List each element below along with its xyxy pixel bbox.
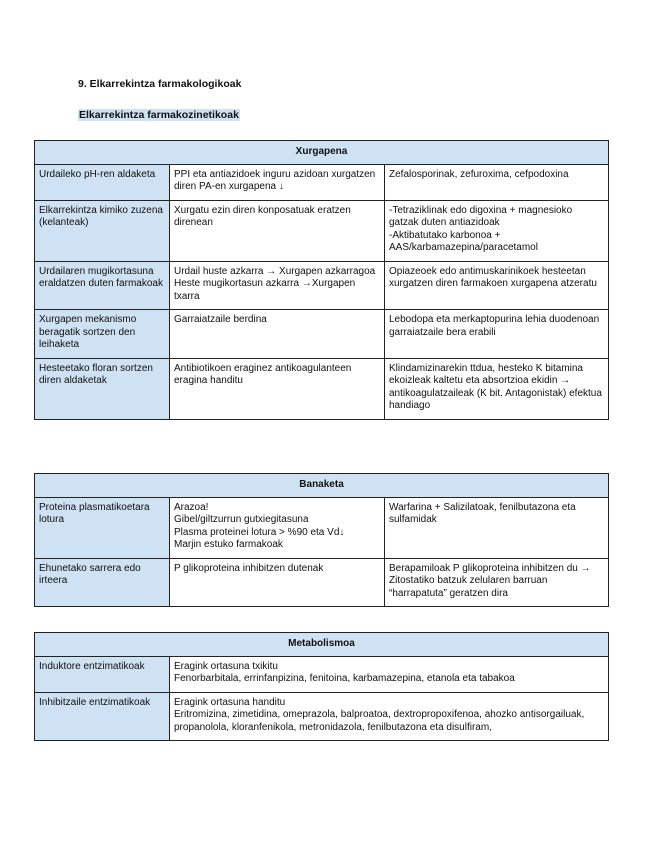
mechanism-line: Gibel/giltzurrun gutxiegitasuna xyxy=(174,514,309,525)
row-label: Ehunetako sarrera edo irteera xyxy=(35,558,170,607)
row-examples xyxy=(385,497,609,558)
table-row xyxy=(35,261,609,310)
subsection-heading: Elkarrekintza farmakozinetikoak xyxy=(79,109,239,121)
row-label: Proteina plasmatikoetara lotura xyxy=(35,497,170,558)
xurgapena-table xyxy=(34,140,609,420)
row-examples xyxy=(385,310,609,359)
content-line: Eragink ortasuna txikitu xyxy=(174,660,278,672)
banaketa-table xyxy=(34,473,609,607)
row-label: Urdailaren mugikortasuna eraldatzen duten farmakoak xyxy=(35,261,170,310)
mechanism-line: Arazoa! xyxy=(174,501,209,513)
row-examples xyxy=(385,261,609,310)
table-row xyxy=(35,692,609,741)
row-mechanism xyxy=(170,358,385,419)
mechanism-line: Antibiotikoen eraginez antikoagulanteen eragina handitu xyxy=(174,362,352,386)
row-mechanism xyxy=(170,261,385,310)
content-line: Eritromizina, zimetidina, omeprazola, balproatoa, dextropropoxifenoa, ahozko antisorgailuak, propanolola, kloranfenikola, metronidazola, fenilbutazona eta disulfiram, xyxy=(174,709,585,733)
row-examples xyxy=(385,558,609,607)
row-content xyxy=(170,656,609,692)
row-label: Inhibitzaile entzimatikoak xyxy=(35,692,170,741)
examples-line: Berapamiloak P glikoproteina inhibitzen du → Zitostatiko batzuk zelularen barruan “harrapatuta” geratzen dira xyxy=(389,562,591,599)
examples-line: -Tetraziklinak edo digoxina + magnesioko gatzak duten antiazidoak xyxy=(389,204,573,228)
row-label: Induktore entzimatikoak xyxy=(35,656,170,692)
table-row xyxy=(35,200,609,261)
examples-line: -Aktibatutako karbonoa + AAS/karbamazepina/paracetamol xyxy=(389,229,538,253)
examples-line: Warfarina + Salizilatoak, fenilbutazona eta sulfamidak xyxy=(389,501,576,525)
table-row xyxy=(35,310,609,359)
table-row xyxy=(35,358,609,419)
examples-line: Opiazeoek edo antimuskarinikoek hesteetan xurgatzen diren farmakoen xurgapena atzeratu xyxy=(389,265,597,289)
row-label: Xurgapen mekanismo beragatik sortzen den leihaketa xyxy=(35,310,170,359)
row-label: Urdaileko pH-ren aldaketa xyxy=(35,164,170,200)
table-row xyxy=(35,558,609,607)
content-line: Fenorbarbitala, errinfanpizina, fenitoina, karbamazepina, etanola eta tabakoa xyxy=(174,673,515,684)
row-label: Hesteetako floran sortzen diren aldaketak xyxy=(35,358,170,419)
mechanism-line: PPI eta antiazidoek inguru azidoan xurgatzen diren PA-en xurgapena ↓ xyxy=(174,168,376,192)
mechanism-line: Urdail huste azkarra → Xurgapen azkarragoa xyxy=(174,265,376,277)
examples-line: Zefalosporinak, zefuroxima, cefpodoxina xyxy=(389,168,569,180)
content-line: Eragink ortasuna handitu xyxy=(174,696,286,708)
examples-line: Klindamizinarekin ttdua, hesteko K bitamina ekoizleak kaltetu eta absortzioa ekidin → antikoagulatzaileak (K bit. Antagonistak) efektua handiago xyxy=(389,362,602,411)
row-mechanism xyxy=(170,558,385,607)
row-mechanism xyxy=(170,200,385,261)
examples-line: Lebodopa eta merkaptopurina lehia duodenoan garraiatzaile bera erabili xyxy=(389,314,600,338)
metabolismoa-title: Metabolismoa xyxy=(35,633,609,657)
table-row xyxy=(35,497,609,558)
mechanism-line: Heste mugikortasun azkarra →Xurgapen txarra xyxy=(174,278,356,302)
row-label: Elkarrekintza kimiko zuzena (kelanteak) xyxy=(35,200,170,261)
section-heading: 9. Elkarrekintza farmakologikoak xyxy=(78,78,242,90)
mechanism-line: P glikoproteina inhibitzen dutenak xyxy=(174,562,324,574)
row-examples xyxy=(385,358,609,419)
mechanism-line: Garraiatzaile berdina xyxy=(174,314,267,325)
row-examples xyxy=(385,164,609,200)
mechanism-line: Plasma proteinei lotura > %90 eta Vd↓ xyxy=(174,526,345,538)
mechanism-line: Marjin estuko farmakoak xyxy=(174,539,283,550)
row-content xyxy=(170,692,609,741)
row-examples xyxy=(385,200,609,261)
row-mechanism xyxy=(170,497,385,558)
xurgapena-title: Xurgapena xyxy=(35,141,609,165)
metabolismoa-table xyxy=(34,632,609,741)
mechanism-line: Xurgatu ezin diren konposatuak eratzen direnean xyxy=(174,204,351,228)
banaketa-title: Banaketa xyxy=(35,474,609,498)
row-mechanism xyxy=(170,164,385,200)
table-row xyxy=(35,164,609,200)
row-mechanism xyxy=(170,310,385,359)
table-row xyxy=(35,656,609,692)
